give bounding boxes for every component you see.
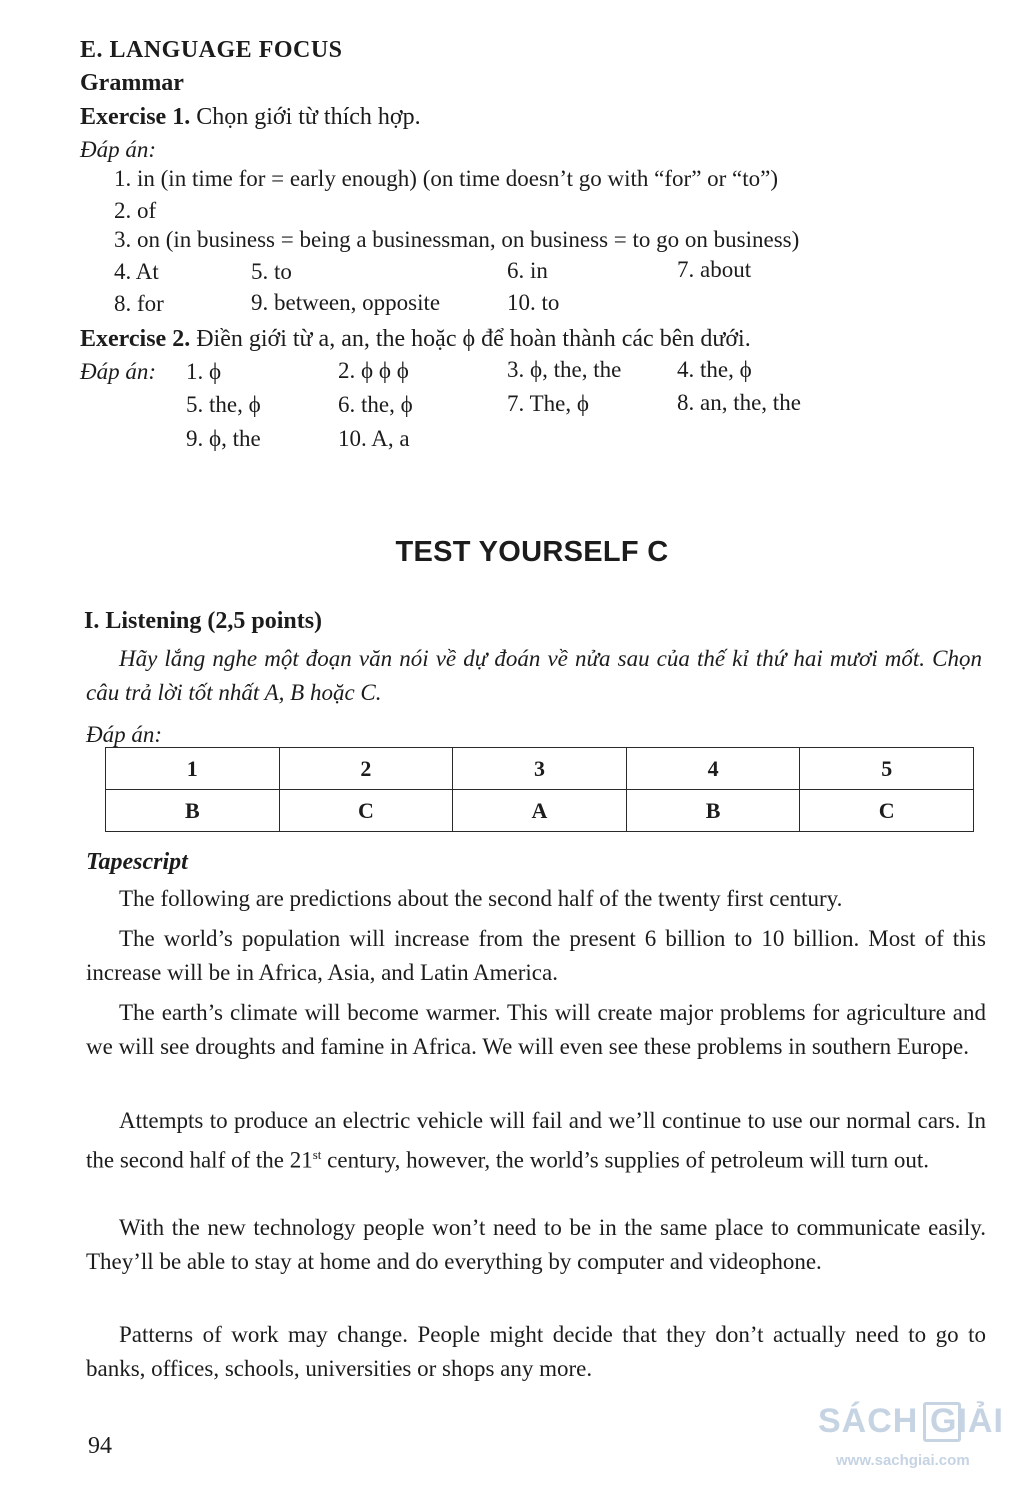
exercise-1-answer-1: 1. in (in time for = early enough) (on time doesn’t go with “for” or “to”) [114,166,779,191]
exercise-2-answer-5: 5. the, ϕ [186,392,261,417]
tapescript-label: Tapescript [86,849,188,875]
listening-instruction: Hãy lắng nghe một đoạn văn nói về dự đoán về nửa sau của thế kỉ thứ hai mươi mốt. Chọn câu trả lời tốt nhất A, B hoặc C. [86,646,982,705]
page-number: 94 [88,1433,112,1459]
exercise-1-answer-6: 6. in [507,258,548,283]
section-subtitle: Grammar [80,70,184,96]
section-title: E. LANGUAGE FOCUS [80,37,343,63]
exercise-2-answer-10: 10. A, a [338,426,410,451]
listening-answer-label: Đáp án: [86,722,163,747]
answer-table-answer-cell: B [106,790,280,832]
tapescript-paragraph-4-part-2: century, however, the world’s supplies of petroleum will turn out. [321,1147,930,1173]
exercise-1-label: Exercise 1. [80,104,191,130]
tapescript-paragraph-2: The world’s population will increase from the present 6 billion to 10 billion. Most of this increase will be in Africa, Asia, and Latin America. [86,926,986,985]
tapescript-paragraph-4-part-1: Attempts to produce an electric vehicle will fail and we’ll continue to use our normal cars. In the second half of the 21 [86,1108,986,1173]
exercise-2-instruction: Điền giới từ a, an, the hoặc ϕ để hoàn thành các bên dưới. [196,326,751,352]
answer-table-header-cell: 1 [106,748,280,790]
exercise-1-answer-3: 3. on (in business = being a businessman, on business = to go on business) [114,227,800,252]
answer-table [105,747,974,832]
exercise-2-answer-3: 3. ϕ, the, the [507,357,622,382]
exercise-2-answer-8: 8. an, the, the [677,390,801,415]
answer-table-header-row [106,748,974,790]
watermark-brand-left: SÁCH [818,1402,919,1440]
exercise-2-label: Exercise 2. [80,326,191,352]
exercise-1-answer-8: 8. for [114,291,164,316]
exercise-1-answer-label: Đáp án: [80,137,157,162]
superscript-st: st [312,1147,322,1162]
test-title: TEST YOURSELF C [395,536,669,568]
exercise-2-answer-1: 1. ϕ [186,359,222,384]
tapescript-paragraph-5: With the new technology people won’t need to be in the same place to communicate easily. They’ll be able to stay at home and do everything by computer and videophone. [86,1215,986,1274]
watermark-url: www.sachgiai.com [836,1452,970,1469]
tapescript-paragraph-1: The following are predictions about the second half of the twenty first century. [119,886,843,911]
exercise-2-answer-4: 4. the, ϕ [677,357,752,382]
tapescript-paragraph-6: Patterns of work may change. People might decide that they don’t actually need to go to banks, offices, schools, universities or shops any more. [86,1322,986,1381]
exercise-1-answer-9: 9. between, opposite [251,290,441,315]
exercise-1-instruction: Chọn giới từ thích hợp. [196,104,421,130]
tapescript-paragraph-4 [86,1104,986,1178]
exercise-2-answer-7: 7. The, ϕ [507,391,589,416]
answer-table-answer-cell: C [800,790,974,832]
exercise-2-answer-6: 6. the, ϕ [338,392,413,417]
answer-table-header-cell: 2 [279,748,453,790]
exercise-1-answer-10: 10. to [507,290,560,315]
answer-table-answer-cell: B [626,790,800,832]
exercise-1-answer-7: 7. about [677,257,752,282]
tapescript-paragraph-3: The earth’s climate will become warmer. This will create major problems for agriculture and we will see droughts and famine in Africa. We will even see these problems in southern Europe. [86,1000,986,1059]
exercise-2-answer-label: Đáp án: [80,359,157,384]
answer-table-answer-cell: A [453,790,627,832]
exercise-1-answer-5: 5. to [251,259,292,284]
answer-table-header-cell: 5 [800,748,974,790]
answer-table-answer-cell: C [279,790,453,832]
exercise-2-answer-2: 2. ϕ ϕ ϕ [338,358,409,383]
exercise-2-answer-9: 9. ϕ, the [186,426,261,451]
exercise-1-answer-4: 4. At [114,259,159,284]
answer-table-header-cell: 4 [626,748,800,790]
exercise-1-answer-2: 2. of [114,198,157,223]
exercise-2-heading [80,326,751,353]
listening-heading: I. Listening (2,5 points) [84,608,323,634]
sachgiai-watermark-logo [818,1402,1022,1482]
answer-table-header-cell: 3 [453,748,627,790]
exercise-1-heading [80,104,421,131]
watermark-brand-right: GIẢI [930,1402,1004,1440]
answer-table-answer-row [106,790,974,832]
